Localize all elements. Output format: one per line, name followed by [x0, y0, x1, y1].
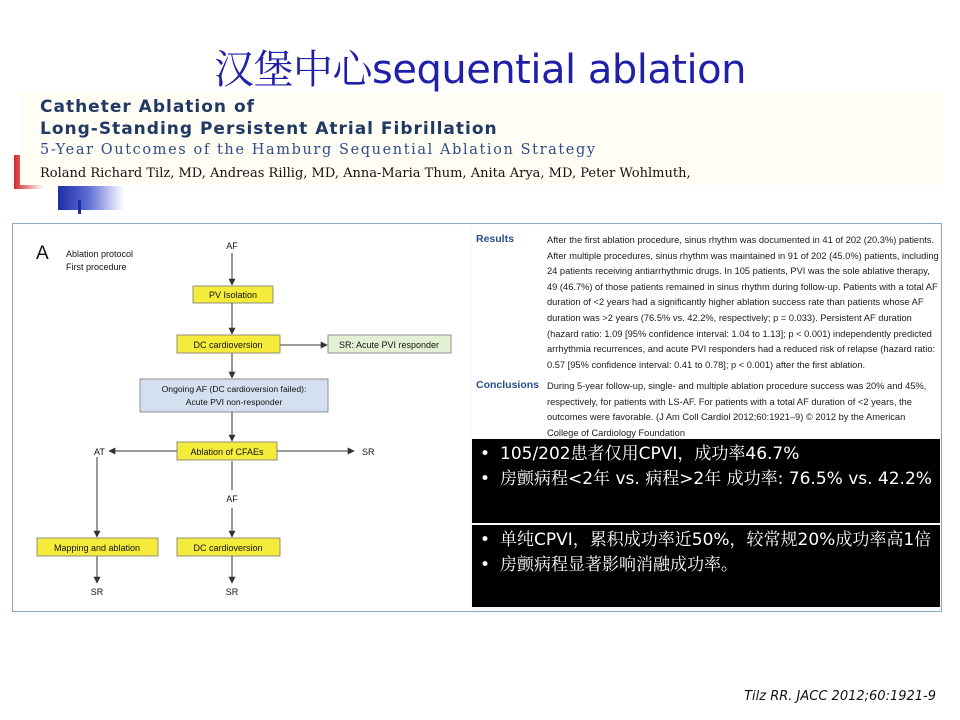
article-authors: Roland Richard Tilz, MD, Andreas Rillig, MD, Anna-Maria Thum, Anita Arya, MD, Peter Wohlmuth,: [40, 166, 691, 181]
protocol-label-line1: Ablation protocol: [66, 249, 134, 259]
summary-box-1: [472, 439, 940, 523]
node-mapping-ablation: Mapping and ablation: [53, 543, 141, 553]
node-acute-responder: SR: Acute PVI responder: [338, 340, 440, 350]
node-dc-cardioversion-2: DC cardioversion: [193, 543, 263, 553]
summary-box-2: [472, 525, 940, 607]
node-af-top: AF: [226, 241, 238, 251]
node-sr-bottom-left: SR: [90, 587, 104, 597]
node-pv-isolation: PV Isolation: [208, 290, 258, 300]
summary-bullet-text: 105/202患者仅用CPVI，成功率46.7%: [500, 444, 800, 464]
summary-bullet: • 单纯CPVI，累积成功率近50%，较常规20%成功率高1倍: [480, 528, 932, 553]
node-at: AT: [94, 447, 105, 457]
node-ongoing-af-line1: Ongoing AF (DC cardioversion failed):: [161, 384, 307, 394]
node-sr-right: SR: [362, 447, 375, 457]
conclusions-heading: Conclusions: [476, 379, 540, 391]
summary-bullet-text: 房颤病程<2年 vs. 病程>2年 成功率: 76.5% vs. 42.2%: [500, 469, 932, 489]
article-subtitle: 5-Year Outcomes of the Hamburg Sequential Ablation Strategy: [40, 142, 597, 158]
citation: Tilz RR. JACC 2012;60:1921-9: [744, 689, 936, 704]
flowchart-diagram: [14, 225, 470, 610]
summary-bullet: • 105/202患者仅用CPVI，成功率46.7%: [480, 442, 932, 467]
panel-letter: A: [36, 243, 49, 264]
node-dc-cardioversion-1: DC cardioversion: [193, 340, 263, 350]
protocol-label-line2: First procedure: [66, 262, 127, 272]
results-heading: Results: [476, 233, 514, 245]
article-title-line1: Catheter Ablation of: [40, 97, 256, 117]
conclusions-text: During 5-year follow-up, single- and multiple ablation procedure success was 20% and 45%, respectively, for patients with LS-AF. For patients with a total AF duration of <2 years, the outcomes were favorable. (J Am Coll Cardiol 2012;60:1921–9) © 2012 by the American College of Cardiology Foundation: [547, 381, 927, 438]
summary-bullet: • 房颤病程显著影响消融成功率。: [480, 553, 932, 578]
results-text: After the first ablation procedure, sinus rhythm was documented in 41 of 202 (20.3%) patients. After multiple procedures, sinus rhythm was maintained in 91 of 202 (45.0%) patients, including 24 patients receiving antiarrhythmic drugs. In 105 patients, PVI was the sole ablative therapy, 49 (46.7%) of those patients remained in sinus rhythm during follow-up. Patients with a total AF duration of <2 years had a significantly higher ablation success rate than patients whose AF duration was >2 years (76.5% vs. 42.2%, respectively; p = 0.033). Persistent AF duration (hazard ratio: 1.09 [95% confidence interval: 1.04 to 1.13]; p < 0.001) independently predicted arrhythmia recurrences, and acute PVI responders had a reduced risk of relapse (hazard ratio: 0.57 [95% confidence interval: 0.41 to 0.78]; p < 0.001) after the first ablation.: [547, 235, 939, 370]
decorative-blue-bar: [78, 200, 81, 214]
node-sr-bottom-right: SR: [225, 587, 239, 597]
node-ablation-cfaes: Ablation of CFAEs: [190, 447, 264, 457]
article-title-line2: Long-Standing Persistent Atrial Fibrillation: [40, 119, 498, 139]
decorative-blue-gradient: [58, 186, 124, 210]
slide-title: 汉堡中心sequential ablation: [214, 47, 746, 93]
node-af-mid: AF: [226, 494, 238, 504]
node-ongoing-af-line2: Acute PVI non-responder: [185, 397, 283, 407]
summary-bullet-text: 单纯CPVI，累积成功率近50%，较常规20%成功率高1倍: [500, 530, 932, 550]
summary-bullet-text: 房颤病程显著影响消融成功率。: [500, 555, 738, 575]
summary-bullet: • 房颤病程<2年 vs. 病程>2年 成功率: 76.5% vs. 42.2%: [480, 467, 932, 492]
